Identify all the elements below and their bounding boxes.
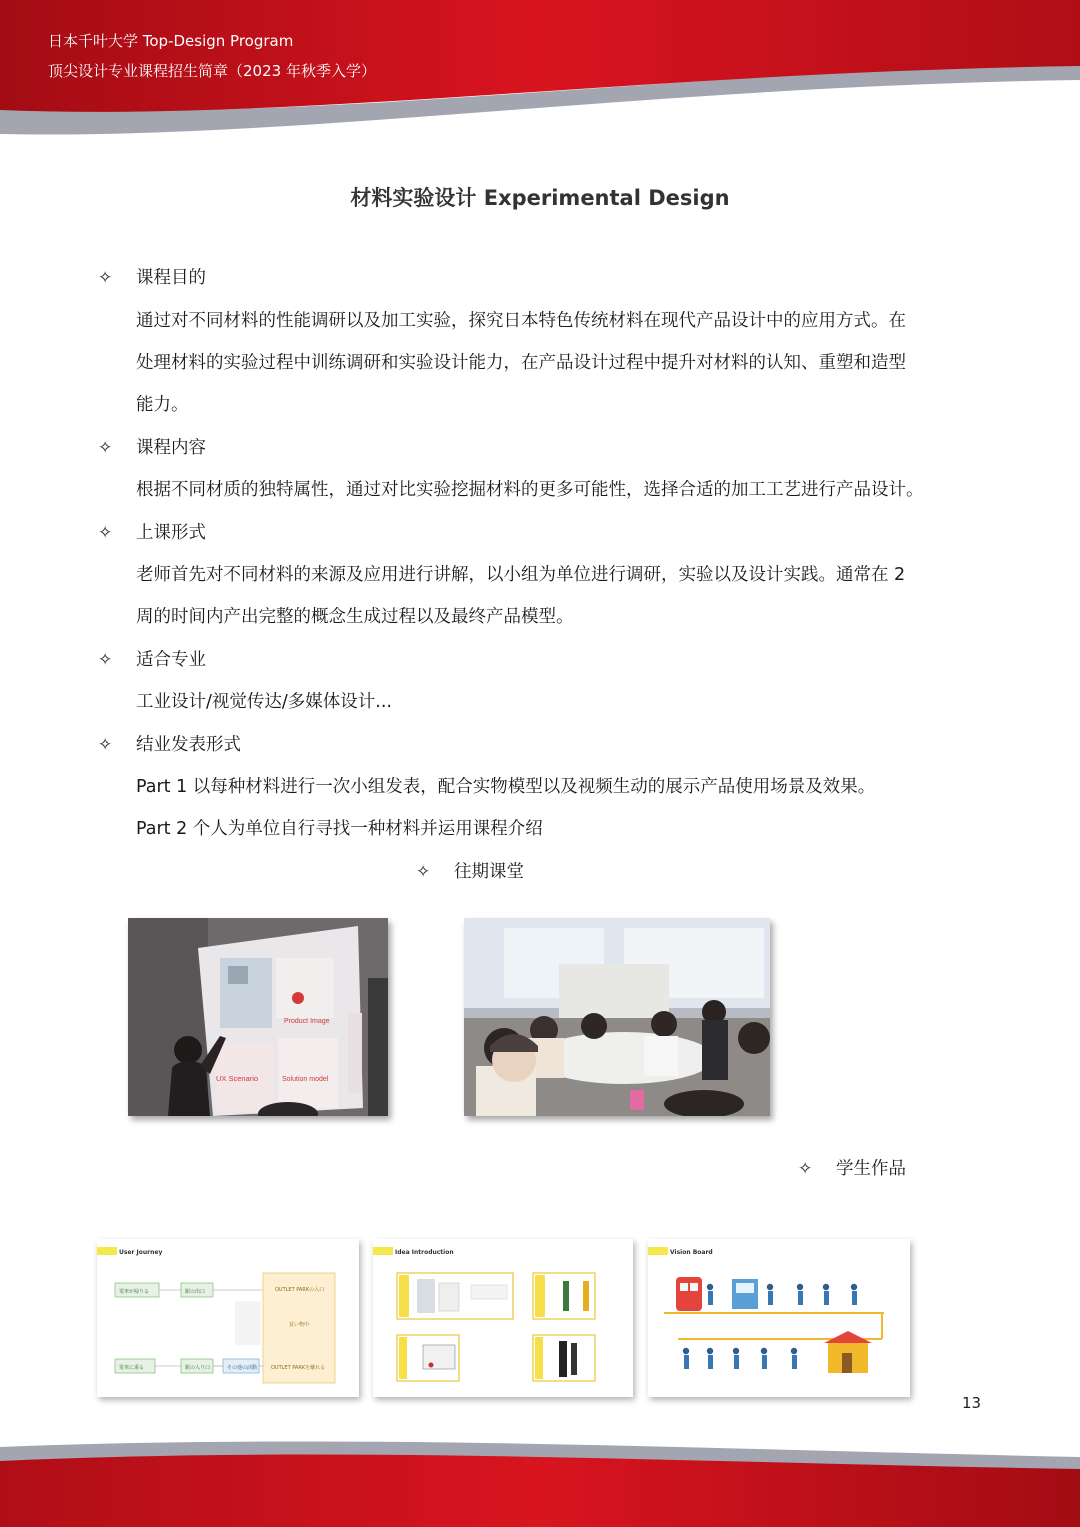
node-label: OUTLET PARKを離れる bbox=[271, 1365, 326, 1371]
diamond-icon: ✧ bbox=[98, 523, 113, 543]
paragraph-line: Part 1 以每种材料进行一次小组发表，配合实物模型以及视频生动的展示产品使用场景及效果。 bbox=[136, 777, 876, 797]
node-label: 電車に乗る bbox=[119, 1365, 145, 1371]
paragraph-line: 通过对不同材料的性能调研以及加工实验，探究日本特色传统材料在现代产品设计中的应用方式。在 bbox=[136, 311, 906, 331]
diamond-icon: ✧ bbox=[416, 862, 431, 882]
diamond-icon: ✧ bbox=[98, 268, 113, 288]
student-work-heading: ✧ 学生作品 bbox=[798, 1159, 906, 1179]
header-program: 日本千叶大学 Top-Design Program bbox=[48, 32, 294, 50]
node-label: 駅の入り口 bbox=[185, 1365, 211, 1371]
section-heading: ✧ 结业发表形式 bbox=[98, 735, 241, 755]
paragraph-line: 根据不同材质的独特属性，通过对比实验挖掘材料的更多可能性，选择合适的加工工艺进行产品设计。 bbox=[136, 480, 924, 500]
paragraph-line: 工业设计/视觉传达/多媒体设计... bbox=[136, 692, 392, 712]
footer-wave bbox=[0, 1427, 1080, 1527]
class-photo-lecture bbox=[128, 918, 388, 1116]
past-class-heading: ✧ 往期课堂 bbox=[416, 862, 524, 882]
student-work-user-journey bbox=[97, 1239, 359, 1397]
paragraph-line: 周的时间内产出完整的概念生成过程以及最终产品模型。 bbox=[136, 607, 574, 627]
slide-product-image: Product Image bbox=[284, 1018, 330, 1025]
section-heading: ✧ 课程目的 bbox=[98, 268, 206, 288]
paragraph-line: Part 2 个人为单位自行寻找一种材料并运用课程介绍 bbox=[136, 819, 543, 839]
node-label: OUTLET PARKの入口 bbox=[275, 1287, 325, 1293]
student-work-vision-board bbox=[648, 1239, 910, 1397]
page-number: 13 bbox=[962, 1394, 982, 1412]
node-label: 駅の出口 bbox=[185, 1289, 206, 1295]
node-label: その他の活動 bbox=[227, 1365, 258, 1371]
diamond-icon: ✧ bbox=[98, 650, 113, 670]
section-heading: ✧ 上课形式 bbox=[98, 523, 206, 543]
node-label: 買い物中 bbox=[289, 1322, 310, 1328]
paragraph-line: 能力。 bbox=[136, 395, 189, 415]
header-brochure: 顶尖设计专业课程招生简章（2023 年秋季入学） bbox=[48, 62, 376, 80]
paragraph-line: 处理材料的实验过程中训练调研和实验设计能力，在产品设计过程中提升对材料的认知、重塑和造型 bbox=[136, 353, 906, 373]
diamond-icon: ✧ bbox=[98, 438, 113, 458]
card-title: User Journey bbox=[119, 1249, 163, 1256]
paragraph-line: 老师首先对不同材料的来源及应用进行讲解，以小组为单位进行调研，实验以及设计实践。通常在 2 bbox=[136, 565, 906, 585]
section-heading: ✧ 适合专业 bbox=[98, 650, 206, 670]
diamond-icon: ✧ bbox=[98, 735, 113, 755]
card-title: Idea Introduction bbox=[395, 1249, 454, 1256]
section-heading: ✧ 课程内容 bbox=[98, 438, 206, 458]
card-title: Vision Board bbox=[670, 1249, 713, 1256]
slide-solution-model: Solution model bbox=[282, 1076, 329, 1083]
class-photo-students bbox=[464, 918, 770, 1116]
slide-ux-scenario: UX Scenario bbox=[216, 1074, 259, 1083]
student-work-idea-introduction bbox=[373, 1239, 633, 1397]
diamond-icon: ✧ bbox=[798, 1159, 813, 1179]
node-label: 電車が帰りる bbox=[119, 1289, 150, 1295]
page-title: 材料实验设计 Experimental Design bbox=[350, 186, 730, 210]
